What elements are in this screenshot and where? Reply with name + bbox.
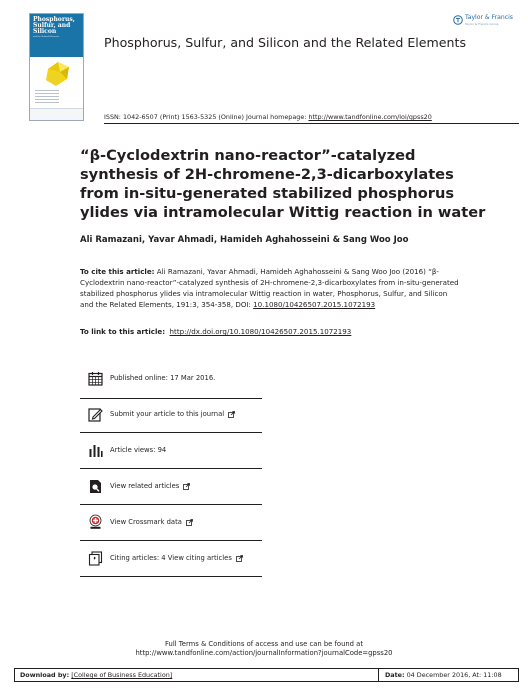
published-online-text: Published online: 17 Mar 2016.	[110, 374, 216, 382]
citation-label: To cite this article:	[80, 267, 155, 276]
search-document-icon	[87, 478, 103, 494]
crossmark-link[interactable]	[110, 518, 193, 526]
publisher-logo-sub: Taylor & Francis Group	[465, 22, 499, 26]
cover-title-line3: Silicon	[33, 28, 57, 35]
download-value: [College of Business Education]	[71, 671, 173, 679]
issn-text: ISSN: 1042-6507 (Print) 1563-5325 (Online) Journal homepage:	[104, 113, 309, 121]
article-link-line	[80, 327, 351, 336]
info-row-views	[87, 439, 166, 461]
info-row-submit[interactable]	[87, 403, 235, 425]
cover-band	[30, 14, 83, 57]
journal-cover	[29, 13, 84, 121]
info-divider	[80, 398, 262, 399]
citing-articles-label[interactable]: Citing articles: 4 View citing articles	[110, 554, 232, 562]
journal-name[interactable]: Phosphorus, Sulfur, and Silicon and the Related Elements	[104, 35, 467, 50]
download-by	[20, 671, 172, 679]
external-link-icon	[236, 555, 243, 562]
header-divider	[104, 123, 519, 124]
cover-title-line2: Sulfur, and	[33, 22, 71, 29]
cover-footer	[30, 108, 83, 120]
related-articles-label[interactable]: View related articles	[110, 482, 180, 490]
info-divider	[80, 432, 262, 433]
citation-doi-link[interactable]: 10.1080/10426507.2015.1072193	[253, 300, 376, 309]
cover-text-lines	[35, 90, 59, 105]
publisher-logo-icon	[453, 15, 463, 25]
date-label: Date:	[385, 671, 405, 679]
article-authors: Ali Ramazani, Yavar Ahmadi, Hamideh Aghahosseini & Sang Woo Joo	[80, 235, 409, 245]
submit-article-link[interactable]	[110, 410, 235, 418]
info-row-citing[interactable]	[87, 547, 243, 569]
citation-block	[80, 266, 460, 310]
download-date	[385, 671, 502, 679]
citing-articles-link[interactable]	[110, 554, 243, 562]
terms-link[interactable]: http://www.tandfonline.com/action/journalInformation?journalCode=gpss20	[135, 649, 393, 657]
date-value: 04 December 2016, At: 11:08	[406, 671, 502, 679]
download-label: Download by:	[20, 671, 70, 679]
info-row-published	[87, 367, 215, 389]
footer-divider	[378, 669, 379, 681]
crossmark-icon	[87, 514, 103, 530]
related-articles-link[interactable]	[110, 482, 190, 490]
publisher-logo-name: Taylor & Francis	[465, 14, 513, 21]
article-link-url[interactable]: http://dx.doi.org/10.1080/10426507.2015.1072193	[169, 327, 352, 336]
info-divider	[80, 468, 262, 469]
cover-crystal-image	[40, 59, 74, 89]
info-divider	[80, 540, 262, 541]
citing-articles-icon	[87, 550, 103, 566]
article-views-text: Article views: 94	[110, 446, 167, 454]
info-divider	[80, 504, 262, 505]
citation-text: Ali Ramazani, Yavar Ahmadi, Hamideh Aghahosseini & Sang Woo Joo (2016) “β-Cyclodextrin nano-reactor”-catalyzed synthesis of 2H-chromene-2,3-dicarboxylates from in-situ-generated stabilized phosphorus ylides via intramolecular Wittig reaction in water, Phosphorus, Sulfur, and Silicon and the Related Elements, 191:3, 354-358, DOI:	[80, 267, 459, 309]
edit-icon	[87, 406, 103, 422]
external-link-icon	[186, 519, 193, 526]
article-link-label: To link to this article:	[80, 327, 166, 336]
cover-title-line1: Phosphorus,	[33, 16, 75, 23]
publisher-logo[interactable]	[453, 13, 515, 33]
issn-line	[104, 113, 432, 121]
bar-chart-icon	[87, 442, 103, 458]
article-title: “β-Cyclodextrin nano-reactor”-catalyzed synthesis of 2H-chromene-2,3-dicarboxylates from in-situ-generated stabilized phosphorus ylides via intramolecular Wittig reaction in water	[80, 147, 486, 221]
info-row-related[interactable]	[87, 475, 190, 497]
crossmark-label[interactable]: View Crossmark data	[110, 518, 182, 526]
calendar-icon	[87, 370, 103, 386]
info-divider	[80, 576, 262, 577]
terms-line1: Full Terms & Conditions of access and use can be found at	[165, 640, 363, 648]
info-row-crossmark[interactable]	[87, 511, 193, 533]
journal-homepage-link[interactable]: http://www.tandfonline.com/loi/gpss20	[308, 113, 432, 121]
download-footer	[14, 668, 519, 682]
external-link-icon	[183, 483, 190, 490]
external-link-icon	[228, 411, 235, 418]
cover-subtitle: and the Related Elements	[33, 36, 59, 38]
submit-article-label[interactable]: Submit your article to this journal	[110, 410, 225, 418]
